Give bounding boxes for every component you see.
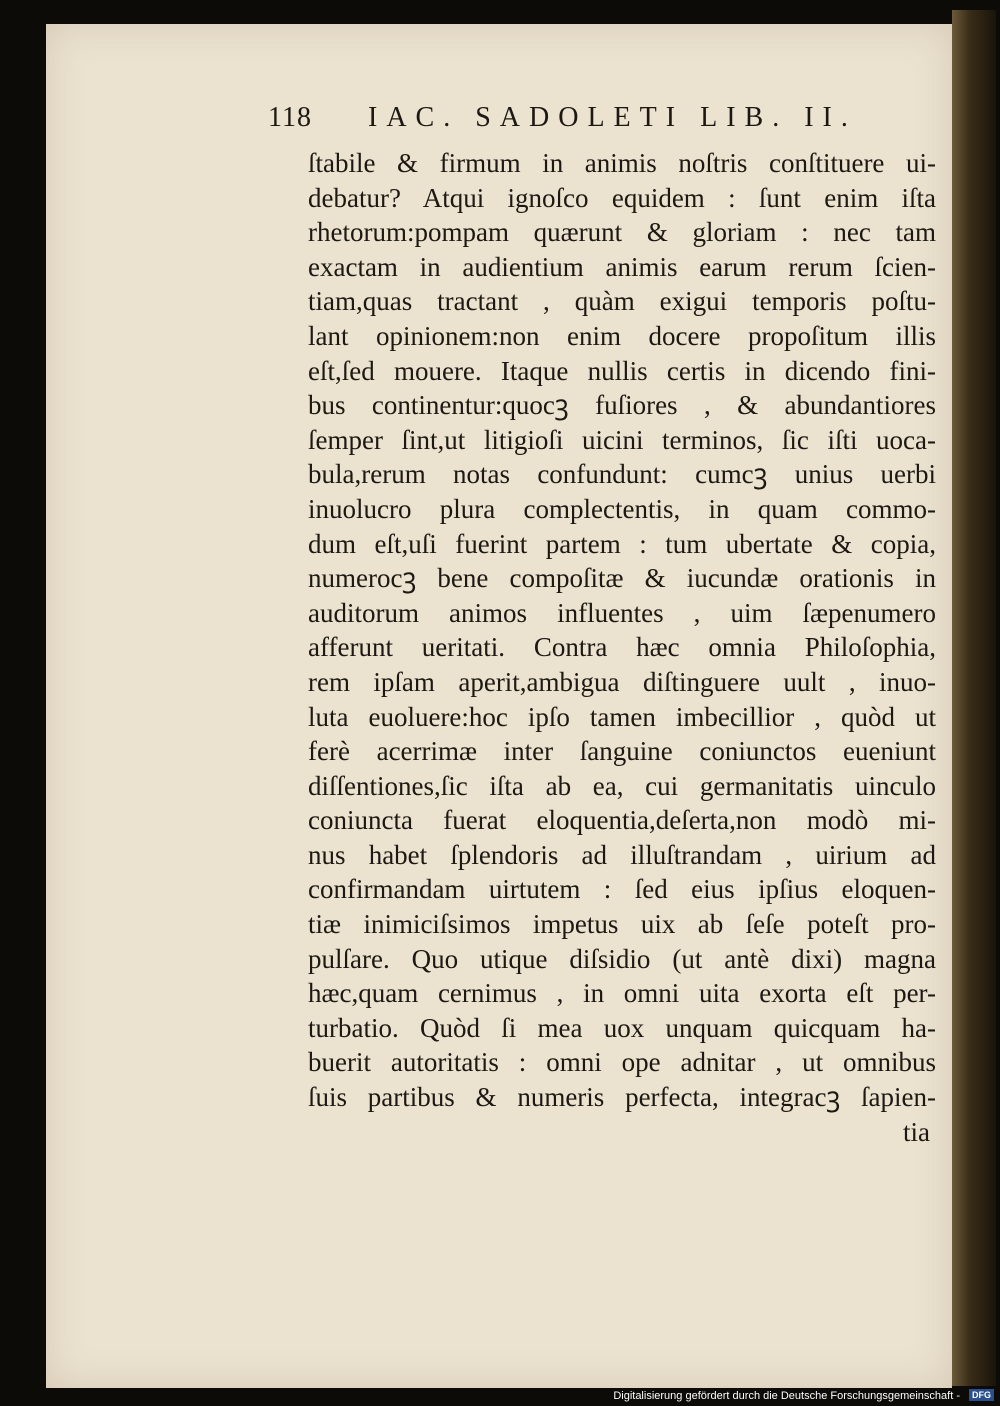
text-line: pulſare. Quo utique diſsidio (ut antè dixi) magna bbox=[308, 943, 936, 974]
text-line: bula,rerum notas confundunt: cumcꝫ unius uerbi bbox=[308, 459, 936, 490]
text-line: rem ipſam aperit,ambigua diſtinguere uult , inuo- bbox=[308, 666, 936, 697]
text-line: ſuis partibus & numeris perfecta, integracꝫ ſapien- bbox=[308, 1082, 936, 1113]
text-line: bus continentur:quocꝫ fuſiores , & abundantiores bbox=[308, 390, 936, 421]
text-line: luta euoluere:hoc ipſo tamen imbecillior , quòd ut bbox=[308, 701, 936, 732]
text-line: coniuncta fuerat eloquentia,deſerta,non modò mi- bbox=[308, 805, 936, 836]
credit-text: Digitalisierung gefördert durch die Deutsche Forschungsgemeinschaft - bbox=[613, 1390, 960, 1402]
text-line: afferunt ueritati. Contra hæc omnia Philoſophia, bbox=[308, 632, 936, 663]
text-line: confirmandam uirtutem : ſed eius ipſius eloquen- bbox=[308, 874, 936, 905]
text-line: ſemper ſint,ut litigioſi uicini terminos, ſic iſti uoca- bbox=[308, 424, 936, 455]
text-line: inuolucro plura complectentis, in quam commo- bbox=[308, 493, 936, 524]
text-line: tiæ inimiciſsimos impetus uix ab ſeſe poteſt pro- bbox=[308, 909, 936, 940]
text-line: rhetorum:pompam quærunt & gloriam : nec tam bbox=[308, 217, 936, 248]
text-line: turbatio. Quòd ſi mea uox unquam quicquam ha- bbox=[308, 1012, 936, 1043]
text-line: ferè acerrimæ inter ſanguine coniunctos eueniunt bbox=[308, 736, 936, 767]
body-text bbox=[308, 146, 936, 1149]
book-edge bbox=[952, 10, 996, 1386]
text-line: buerit autoritatis : omni ope adnitar , ut omnibus bbox=[308, 1047, 936, 1078]
text-line: dum eſt,uſi fuerint partem : tum ubertate & copia, bbox=[308, 528, 936, 559]
text-line: diſſentiones,ſic iſta ab ea, cui germanitatis uinculo bbox=[308, 770, 936, 801]
text-line: hæc,quam cernimus , in omni uita exorta eſt per- bbox=[308, 978, 936, 1009]
text-line: lant opinionem:non enim docere propoſitum illis bbox=[308, 320, 936, 351]
digitization-credit bbox=[613, 1390, 960, 1402]
text-line: debatur? Atqui ignoſco equidem : ſunt enim iſta bbox=[308, 182, 936, 213]
text-line: nus habet ſplendoris ad illuſtrandam , uirium ad bbox=[308, 839, 936, 870]
dfg-logo: DFG bbox=[969, 1389, 994, 1401]
text-line: tiam,quas tractant , quàm exigui temporis poſtu- bbox=[308, 286, 936, 317]
text-line: exactam in audientium animis earum rerum ſcien- bbox=[308, 251, 936, 282]
text-line: numerocꝫ bene compoſitæ & iucundæ orationis in bbox=[308, 563, 936, 594]
page-number: 118 bbox=[268, 102, 312, 133]
text-line: auditorum animos influentes , uim ſæpenumero bbox=[308, 597, 936, 628]
text-line: eſt,ſed mouere. Itaque nullis certis in dicendo fini- bbox=[308, 355, 936, 386]
running-head bbox=[268, 102, 888, 142]
catchword: tia bbox=[903, 1116, 930, 1147]
running-title: IAC. SADOLETI LIB. II. bbox=[368, 102, 857, 133]
text-line: ſtabile & firmum in animis noſtris conſtituere ui- bbox=[308, 148, 936, 178]
